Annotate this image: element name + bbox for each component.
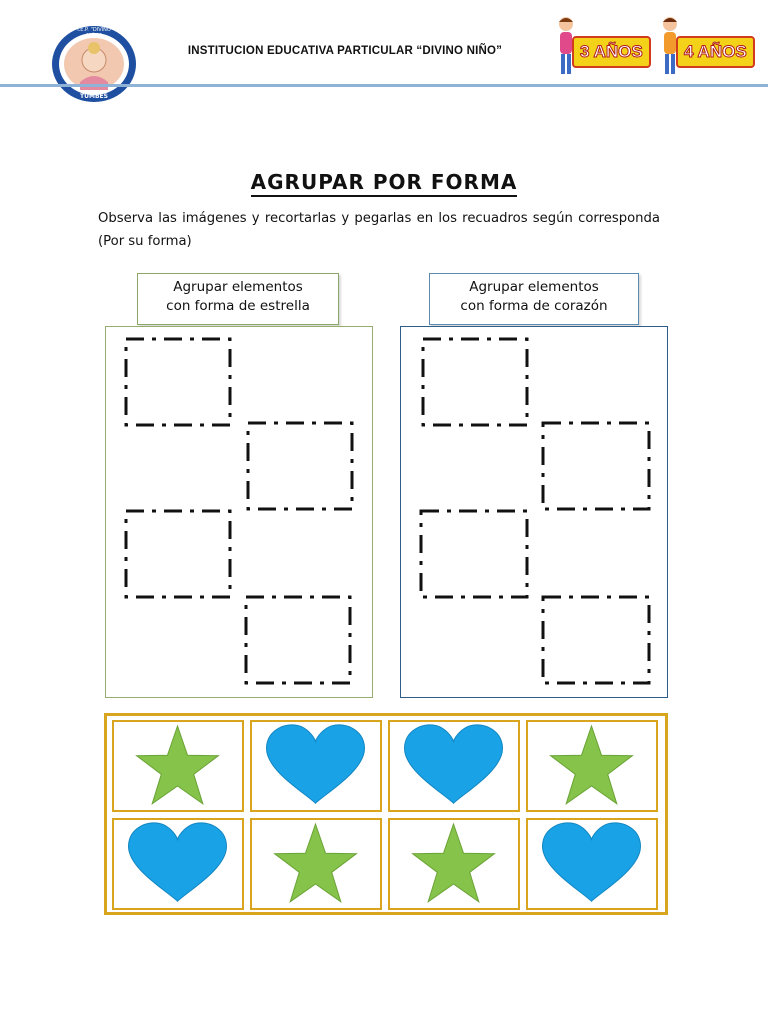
cutout-card[interactable] xyxy=(112,818,244,910)
heart-icon xyxy=(390,722,517,809)
paste-slot xyxy=(126,511,230,597)
paste-slot xyxy=(126,339,230,425)
cutout-card[interactable] xyxy=(526,720,658,812)
heart-group-label-line2: con forma de corazón xyxy=(460,298,608,314)
age-badge-label: 4 AÑOS xyxy=(676,36,755,68)
star-paste-slots xyxy=(106,327,372,697)
cutout-card[interactable] xyxy=(250,818,382,910)
age-badge-label: 3 AÑOS xyxy=(572,36,651,68)
cutout-card[interactable] xyxy=(388,818,520,910)
cutout-card[interactable] xyxy=(250,720,382,812)
heart-icon xyxy=(114,820,241,907)
cutout-card[interactable] xyxy=(388,720,520,812)
star-icon xyxy=(252,820,379,907)
star-group-label-line2: con forma de estrella xyxy=(166,298,310,314)
paste-slot xyxy=(248,423,352,509)
paste-slot xyxy=(421,511,527,597)
paste-slot xyxy=(246,597,350,683)
paste-slot xyxy=(543,423,649,509)
school-logo xyxy=(50,24,138,104)
age-badge-3 xyxy=(556,14,643,80)
heart-paste-slots xyxy=(401,327,667,697)
star-group-box[interactable] xyxy=(105,326,373,698)
cutout-card[interactable] xyxy=(526,818,658,910)
cutout-cards-strip xyxy=(104,713,668,915)
heart-group-label xyxy=(429,273,639,325)
star-icon xyxy=(528,722,655,809)
star-icon xyxy=(114,722,241,809)
star-group-label-line1: Agrupar elementos xyxy=(173,279,303,295)
cutout-card[interactable] xyxy=(112,720,244,812)
star-group-label xyxy=(137,273,339,325)
heart-group-box[interactable] xyxy=(400,326,668,698)
worksheet-instructions: Observa las imágenes y recortarlas y pegarlas en los recuadros según corresponda (Por su forma) xyxy=(98,211,660,249)
heart-icon xyxy=(252,722,379,809)
worksheet-title xyxy=(0,170,768,194)
logo-top-text: I.E.P. “DIVINO NIÑO” xyxy=(77,27,111,39)
worksheet-title-text: AGRUPAR POR FORMA xyxy=(251,170,518,197)
heart-group-label-line1: Agrupar elementos xyxy=(469,279,599,295)
age-badge-4 xyxy=(660,14,747,80)
logo-bottom-text: TUMBES xyxy=(80,93,108,100)
heart-icon xyxy=(528,820,655,907)
paste-slot xyxy=(543,597,649,683)
header-divider xyxy=(0,84,768,87)
institution-name: INSTITUCION EDUCATIVA PARTICULAR “DIVINO NIÑO” xyxy=(187,45,503,57)
star-icon xyxy=(390,820,517,907)
paste-slot xyxy=(423,339,527,425)
